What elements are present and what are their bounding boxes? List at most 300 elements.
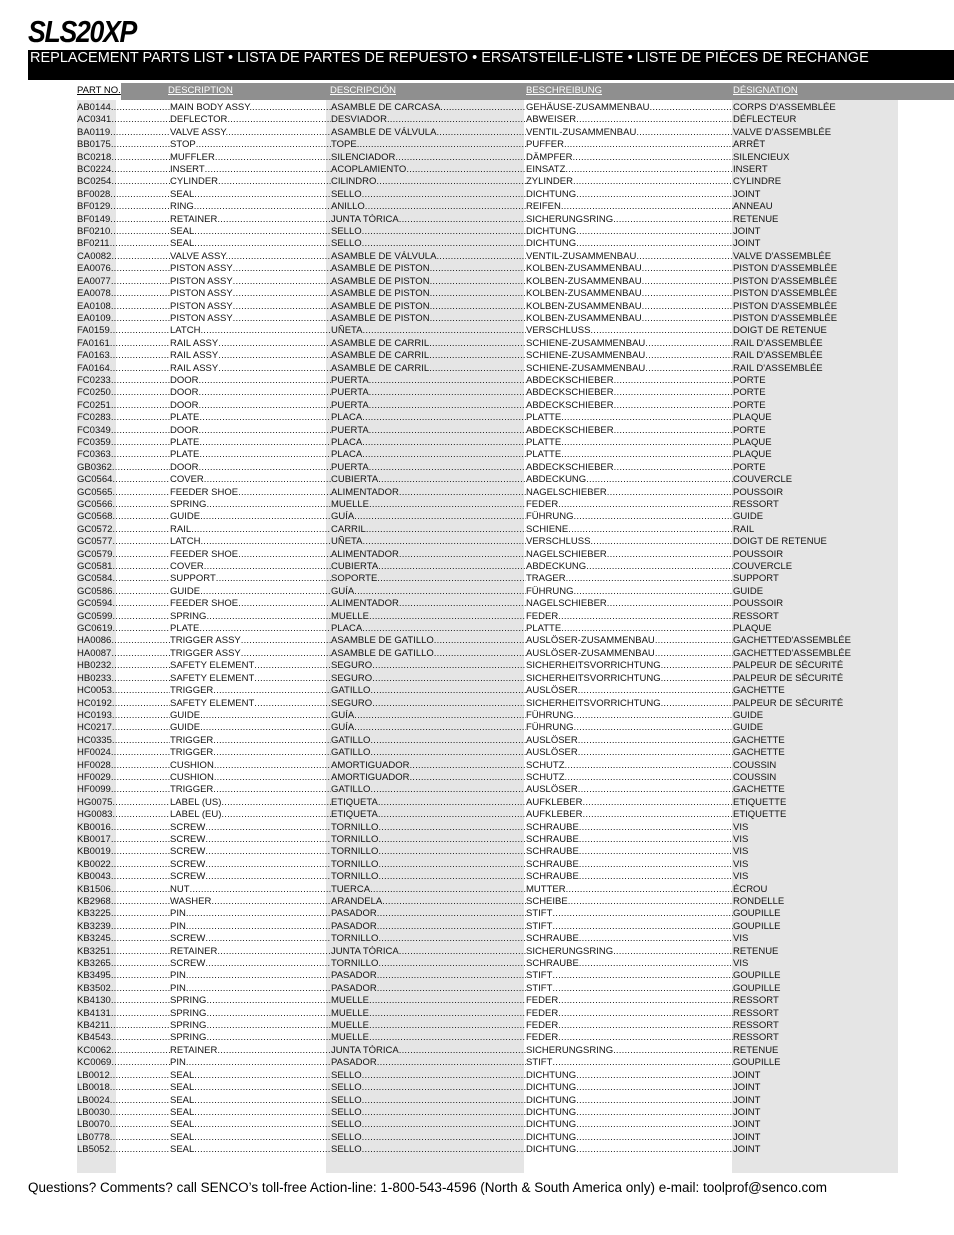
designation-cell: PISTON D'ASSEMBLÉE [733,263,838,275]
description-cell: GUIDE ..... [170,710,331,722]
description-cell: TRIGGER ..... [170,784,331,796]
descripcion-cell: SELLO ..... [331,226,526,238]
part-number-cell: AC0341 ..... [77,114,170,126]
descripcion-cell: CUBIERTA ..... [331,561,526,573]
descripcion-cell: ASAMBLE DE PISTON ..... [331,313,526,325]
part-number-cell: KB2968 ..... [77,896,170,908]
parts-row [0,536,954,548]
beschreibung-cell: ZYLINDER ..... [526,176,733,188]
header-beschreibung: BESCHREIBUNG [526,85,603,96]
beschreibung-cell: FEDER ..... [526,1020,733,1032]
descripcion-cell: SEGURO ..... [331,673,526,685]
parts-row [0,164,954,176]
parts-row [0,933,954,945]
beschreibung-cell: DICHTUNG ..... [526,1095,733,1107]
beschreibung-cell: TRAGER ..... [526,573,733,585]
header-part-no: PART NO. [77,85,121,96]
designation-cell: SILENCIEUX [733,151,790,163]
part-number-cell: HA0087 ..... [77,648,170,660]
beschreibung-cell: NAGELSCHIEBER ..... [526,598,733,610]
beschreibung-cell: SCHUTZ ..... [526,760,733,772]
part-number-cell: CA0082 ..... [77,251,170,263]
part-number-cell: GC0572 ..... [77,524,170,536]
description-cell: DOOR ..... [170,462,331,474]
parts-row [0,412,954,424]
description-cell: DOOR ..... [170,375,331,387]
parts-row [0,102,954,114]
parts-row [0,288,954,300]
header-descripcion: DESCRIPCIÓN [330,85,396,96]
beschreibung-cell: AUSLÖSER-ZUSAMMENBAU ..... [526,648,733,660]
beschreibung-cell: FEDER ..... [526,995,733,1007]
beschreibung-cell: EINSATZ ..... [526,164,733,176]
descripcion-cell: ASAMBLE DE CARCASA ..... [331,102,526,114]
descripcion-cell: PLACA ..... [331,449,526,461]
designation-cell: VALVE D'ASSEMBLÉE [733,126,832,138]
parts-row [0,834,954,846]
parts-row [0,611,954,623]
designation-cell: RETENUE [733,945,779,957]
descripcion-cell: ASAMBLE DE CARRIL ..... [331,363,526,375]
parts-row [0,375,954,387]
part-number-cell: FC0251 ..... [77,400,170,412]
designation-cell: DOIGT DE RETENUE [733,536,827,548]
part-number-cell: KB0017 ..... [77,834,170,846]
description-cell: SPRING ..... [170,1008,331,1020]
descripcion-cell: SEGURO ..... [331,698,526,710]
descripcion-cell: ALIMENTADOR ..... [331,549,526,561]
part-number-cell: GB0362 ..... [77,462,170,474]
descripcion-cell: ASAMBLE DE PISTON ..... [331,276,526,288]
parts-row [0,363,954,375]
description-cell: SEAL ..... [170,1095,331,1107]
beschreibung-cell: FEDER ..... [526,1008,733,1020]
part-number-cell: HF0099 ..... [77,784,170,796]
designation-cell: VIS [733,858,749,870]
designation-cell: PORTE [733,424,766,436]
beschreibung-cell: PLATTE ..... [526,449,733,461]
descripcion-cell: SELLO ..... [331,1070,526,1082]
designation-cell: PLAQUE [733,412,772,424]
parts-row [0,797,954,809]
beschreibung-cell: SICHERHEITSVORRICHTUNG ..... [526,698,733,710]
part-number-cell: HG0075 ..... [77,797,170,809]
descripcion-cell: TORNILLO ..... [331,834,526,846]
description-cell: MAIN BODY ASSY. ..... [170,102,331,114]
part-number-cell: FC0233 ..... [77,375,170,387]
beschreibung-cell: SCHRAUBE ..... [526,846,733,858]
designation-cell: RETENUE [733,1044,779,1056]
beschreibung-cell: SCHIENE ..... [526,524,733,536]
descripcion-cell: GUÍA ..... [331,586,526,598]
designation-cell: POUSSOIR [733,598,784,610]
designation-cell: GUIDE [733,722,764,734]
parts-row [0,276,954,288]
designation-cell: JOINT [733,1106,761,1118]
designation-cell: PORTE [733,461,766,473]
designation-cell: PALPEUR DE SÉCURITÉ [733,697,844,709]
designation-cell: RESSORT [733,995,779,1007]
part-number-cell: HC0193 ..... [77,710,170,722]
part-number-cell: GC0568 ..... [77,511,170,523]
part-number-cell: EA0109 ..... [77,313,170,325]
designation-cell: PALPEUR DE SÉCURITÉ [733,660,844,672]
part-number-cell: KB3239 ..... [77,921,170,933]
descripcion-cell: PASADOR ..... [331,1057,526,1069]
description-cell: SUPPORT ..... [170,573,331,585]
description-cell: PISTON ASSY ..... [170,301,331,313]
part-number-cell: HF0024 ..... [77,747,170,759]
description-cell: COVER ..... [170,561,331,573]
descripcion-cell: PUERTA ..... [331,425,526,437]
part-number-cell: KC0062 ..... [77,1045,170,1057]
description-cell: CUSHION ..... [170,760,331,772]
descripcion-cell: ASAMBLE DE CARRIL ..... [331,350,526,362]
description-cell: SPRING ..... [170,499,331,511]
description-cell: SEAL ..... [170,1107,331,1119]
description-cell: SAFETY ELEMENT ..... [170,698,331,710]
designation-cell: COUSSIN [733,771,777,783]
parts-row [0,487,954,499]
designation-cell: RAIL [733,523,755,535]
designation-cell: PISTON D'ASSEMBLÉE [733,312,838,324]
designation-cell: JOINT [733,1144,761,1156]
designation-cell: RONDELLE [733,896,785,907]
descripcion-cell: CILINDRO ..... [331,176,526,188]
designation-cell: JOINT [733,1094,761,1106]
part-number-cell: BF0028 ..... [77,189,170,201]
parts-row [0,1132,954,1144]
beschreibung-cell: SICHERUNGSRING ..... [526,214,733,226]
part-number-cell: EA0078 ..... [77,288,170,300]
descripcion-cell: GUÍA ..... [331,722,526,734]
parts-row [0,301,954,313]
descripcion-cell: ANILLO ..... [331,201,526,213]
parts-row [0,970,954,982]
descripcion-cell: ETIQUETA ..... [331,809,526,821]
beschreibung-cell: NAGELSCHIEBER ..... [526,487,733,499]
designation-cell: ANNEAU [733,201,773,213]
designation-cell: PORTE [733,374,766,386]
descripcion-cell: SELLO ..... [331,1119,526,1131]
parts-row [0,474,954,486]
part-number-cell: LB0778 ..... [77,1132,170,1144]
parts-row [0,747,954,759]
descripcion-cell: ASAMBLE DE PISTON ..... [331,301,526,313]
designation-cell: POUSSOIR [733,486,784,498]
description-cell: DOOR ..... [170,387,331,399]
beschreibung-cell: AUSLÖSER ..... [526,685,733,697]
parts-row [0,809,954,821]
parts-row [0,722,954,734]
designation-cell: GUIDE [733,511,764,523]
part-number-cell: HF0028 ..... [77,760,170,772]
beschreibung-cell: ABWEISER ..... [526,114,733,126]
part-number-cell: BF0210 ..... [77,226,170,238]
part-number-cell: BF0149 ..... [77,214,170,226]
beschreibung-cell: VERSCHLUSS ..... [526,536,733,548]
part-number-cell: GC0594 ..... [77,598,170,610]
description-cell: DEFLECTOR ..... [170,114,331,126]
part-number-cell: FC0283 ..... [77,412,170,424]
descripcion-cell: PLACA ..... [331,412,526,424]
designation-cell: GOUPILLE [733,982,781,994]
part-number-cell: KB3251 ..... [77,946,170,958]
beschreibung-cell: DÄMPFER ..... [526,152,733,164]
parts-list-banner: REPLACEMENT PARTS LIST • LISTA DE PARTES DE REPUESTO • ERSATSTEILE-LISTE • LISTE DE PIÈCES DE RECHANGE [28,50,954,80]
descripcion-cell: TORNILLO ..... [331,871,526,883]
part-number-cell: HC0053 ..... [77,685,170,697]
description-cell: VALVE ASSY. ..... [170,251,331,263]
designation-cell: VALVE D'ASSEMBLÉE [733,250,832,262]
descripcion-cell: SOPORTE ..... [331,573,526,585]
beschreibung-cell: STIFT ..... [526,1057,733,1069]
parts-row [0,921,954,933]
description-cell: PIN ..... [170,983,331,995]
description-cell: TRIGGER ASSY ..... [170,635,331,647]
part-number-cell: GC0579 ..... [77,549,170,561]
designation-cell: PLAQUE [733,623,772,635]
designation-cell: JOINT [733,226,761,238]
parts-row [0,896,954,908]
designation-cell: GOUPILLE [733,970,781,982]
designation-cell: GACHETTED'ASSEMBLÉE [733,647,851,659]
beschreibung-cell: SICHERHEITSVORRICHTUNG ..... [526,660,733,672]
parts-row [0,400,954,412]
parts-row [0,995,954,1007]
description-cell: RAIL ..... [170,524,331,536]
designation-cell: JOINT [733,1119,761,1131]
parts-row [0,139,954,151]
designation-cell: GACHETTE [733,734,785,746]
descripcion-cell: MUELLE ..... [331,995,526,1007]
designation-cell: COUVERCLE [733,474,793,486]
beschreibung-cell: SCHRAUBE ..... [526,958,733,970]
beschreibung-cell: SICHERUNGSRING ..... [526,1045,733,1057]
beschreibung-cell: FÜHRUNG ..... [526,511,733,523]
designation-cell: JOINT [733,1069,761,1081]
description-cell: TRIGGER ..... [170,735,331,747]
contact-footer: Questions? Comments? call SENCO’s toll-free Action-line: 1-800-543-4596 (North & South America only) e-mail: toolprof@senco.com [28,1180,828,1195]
description-cell: GUIDE ..... [170,722,331,734]
designation-cell: ETIQUETTE [733,796,787,808]
descripcion-cell: SELLO ..... [331,1082,526,1094]
part-number-cell: HB0232 ..... [77,660,170,672]
description-cell: SEAL ..... [170,226,331,238]
part-number-cell: BB0175 ..... [77,139,170,151]
designation-cell: PORTE [733,399,766,411]
beschreibung-cell: KOLBEN-ZUSAMMENBAU ..... [526,313,733,325]
descripcion-cell: UÑETA ..... [331,325,526,337]
beschreibung-cell: SCHRAUBE ..... [526,859,733,871]
part-number-cell: KB3225 ..... [77,908,170,920]
descripcion-cell: PUERTA ..... [331,387,526,399]
designation-cell: GACHETTE [733,685,785,697]
descripcion-cell: MUELLE ..... [331,1008,526,1020]
beschreibung-cell: SCHIENE-ZUSAMMENBAU ..... [526,350,733,362]
description-cell: SCREW ..... [170,958,331,970]
part-number-cell: FC0250 ..... [77,387,170,399]
descripcion-cell: SEGURO ..... [331,660,526,672]
header-designation: DÉSIGNATION [733,85,798,96]
description-cell: LABEL (EU) ..... [170,809,331,821]
description-cell: SCREW ..... [170,933,331,945]
part-number-cell: KB3502 ..... [77,983,170,995]
beschreibung-cell: VENTIL-ZUSAMMENBAU ..... [526,251,733,263]
designation-cell: RAIL D'ASSEMBLÉE [733,337,823,349]
parts-row [0,660,954,672]
beschreibung-cell: STIFT ..... [526,921,733,933]
model-title: SLS20XP [28,14,137,49]
description-cell: COVER ..... [170,474,331,486]
beschreibung-cell: AUSLÖSER ..... [526,784,733,796]
part-number-cell: GC0577 ..... [77,536,170,548]
part-number-cell: HA0086 ..... [77,635,170,647]
parts-row [0,1020,954,1032]
designation-cell: GACHETTE [733,747,785,759]
parts-row [0,524,954,536]
part-number-cell: GC0586 ..... [77,586,170,598]
beschreibung-cell: SCHUTZ ..... [526,772,733,784]
description-cell: PIN ..... [170,970,331,982]
parts-row [0,1095,954,1107]
description-cell: RAIL ASSY ..... [170,350,331,362]
beschreibung-cell: PUFFER ..... [526,139,733,151]
parts-row [0,710,954,722]
designation-cell: GACHETTED'ASSEMBLÉE [733,635,851,647]
designation-cell: INSERT [733,164,768,176]
part-number-cell: BF0129 ..... [77,201,170,213]
part-number-cell: GC0599 ..... [77,611,170,623]
part-number-cell: KB3495 ..... [77,970,170,982]
part-number-cell: HG0083 ..... [77,809,170,821]
part-number-cell: LB0070 ..... [77,1119,170,1131]
part-number-cell: KC0069 ..... [77,1057,170,1069]
beschreibung-cell: DICHTUNG ..... [526,1070,733,1082]
designation-cell: POUSSOIR [733,548,784,560]
part-number-cell: AB0144 ..... [77,102,170,114]
parts-row [0,735,954,747]
designation-cell: RESSORT [733,610,779,622]
description-cell: SEAL ..... [170,189,331,201]
designation-cell: GOUPILLE [733,920,781,932]
designation-cell: GOUPILLE [733,908,781,920]
description-cell: PLATE ..... [170,449,331,461]
parts-row [0,214,954,226]
part-number-cell: BA0119 ..... [77,127,170,139]
beschreibung-cell: MUTTER ..... [526,884,733,896]
parts-row [0,623,954,635]
part-number-cell: GC0619 ..... [77,623,170,635]
descripcion-cell: SILENCIADOR ..... [331,152,526,164]
part-number-cell: KB1506 ..... [77,884,170,896]
descripcion-cell: GATILLO ..... [331,784,526,796]
designation-cell: RESSORT [733,1032,779,1044]
beschreibung-cell: KOLBEN-ZUSAMMENBAU ..... [526,276,733,288]
beschreibung-cell: ABDECKUNG ..... [526,474,733,486]
beschreibung-cell: PLATTE ..... [526,412,733,424]
descripcion-cell: ACOPLAMIENTO ..... [331,164,526,176]
beschreibung-cell: DICHTUNG ..... [526,1144,733,1156]
parts-row [0,462,954,474]
description-cell: INSERT ..... [170,164,331,176]
description-cell: SAFETY ELEMENT ..... [170,660,331,672]
descripcion-cell: CARRIL ..... [331,524,526,536]
description-cell: SCREW ..... [170,846,331,858]
descripcion-cell: TORNILLO ..... [331,859,526,871]
part-number-cell: KB0016 ..... [77,822,170,834]
parts-row [0,1045,954,1057]
parts-row [0,1032,954,1044]
part-number-cell: KB4211 ..... [77,1020,170,1032]
part-number-cell: EA0077 ..... [77,276,170,288]
description-cell: SCREW ..... [170,859,331,871]
descripcion-cell: ALIMENTADOR ..... [331,598,526,610]
part-number-cell: HC0217 ..... [77,722,170,734]
parts-row [0,561,954,573]
description-cell: CUSHION ..... [170,772,331,784]
description-cell: SEAL ..... [170,1119,331,1131]
descripcion-cell: UÑETA ..... [331,536,526,548]
part-number-cell: KB0022 ..... [77,859,170,871]
parts-row [0,822,954,834]
designation-cell: VIS [733,846,749,858]
parts-row [0,673,954,685]
descripcion-cell: MUELLE ..... [331,499,526,511]
descripcion-cell: TUERCA ..... [331,884,526,896]
descripcion-cell: ALIMENTADOR ..... [331,487,526,499]
parts-row [0,350,954,362]
descripcion-cell: AMORTIGUADOR ..... [331,772,526,784]
descripcion-cell: JUNTA TÓRICA ..... [331,1045,526,1057]
part-number-cell: FA0163 ..... [77,350,170,362]
beschreibung-cell: ABDECKUNG ..... [526,561,733,573]
description-cell: RAIL ASSY ..... [170,363,331,375]
beschreibung-cell: DICHTUNG ..... [526,1119,733,1131]
descripcion-cell: MUELLE ..... [331,1020,526,1032]
designation-cell: PLAQUE [733,449,772,461]
description-cell: SCREW ..... [170,822,331,834]
beschreibung-cell: PLATTE ..... [526,437,733,449]
designation-cell: PORTE [733,387,766,399]
beschreibung-cell: ABDECKSCHIEBER ..... [526,425,733,437]
beschreibung-cell: REIFEN ..... [526,201,733,213]
designation-cell: ÉCROU [733,883,768,895]
beschreibung-cell: STIFT ..... [526,983,733,995]
description-cell: PIN ..... [170,921,331,933]
part-number-cell: LB0018 ..... [77,1082,170,1094]
part-number-cell: KB4131 ..... [77,1008,170,1020]
parts-row [0,648,954,660]
parts-row [0,586,954,598]
designation-cell: RETENUE [733,213,779,225]
description-cell: GUIDE ..... [170,511,331,523]
beschreibung-cell: SCHRAUBE ..... [526,871,733,883]
part-number-cell: KB3245 ..... [77,933,170,945]
description-cell: DOOR ..... [170,425,331,437]
designation-cell: VIS [733,933,749,945]
descripcion-cell: SELLO ..... [331,1107,526,1119]
description-cell: GUIDE ..... [170,586,331,598]
description-cell: LATCH ..... [170,536,331,548]
part-number-cell: BC0254 ..... [77,176,170,188]
designation-cell: ETIQUETTE [733,809,787,821]
description-cell: SEAL ..... [170,1082,331,1094]
designation-cell: RESSORT [733,1007,779,1019]
designation-cell: ARRÊT [733,139,766,151]
designation-cell: PISTON D'ASSEMBLÉE [733,288,838,300]
beschreibung-cell: VERSCHLUSS ..... [526,325,733,337]
